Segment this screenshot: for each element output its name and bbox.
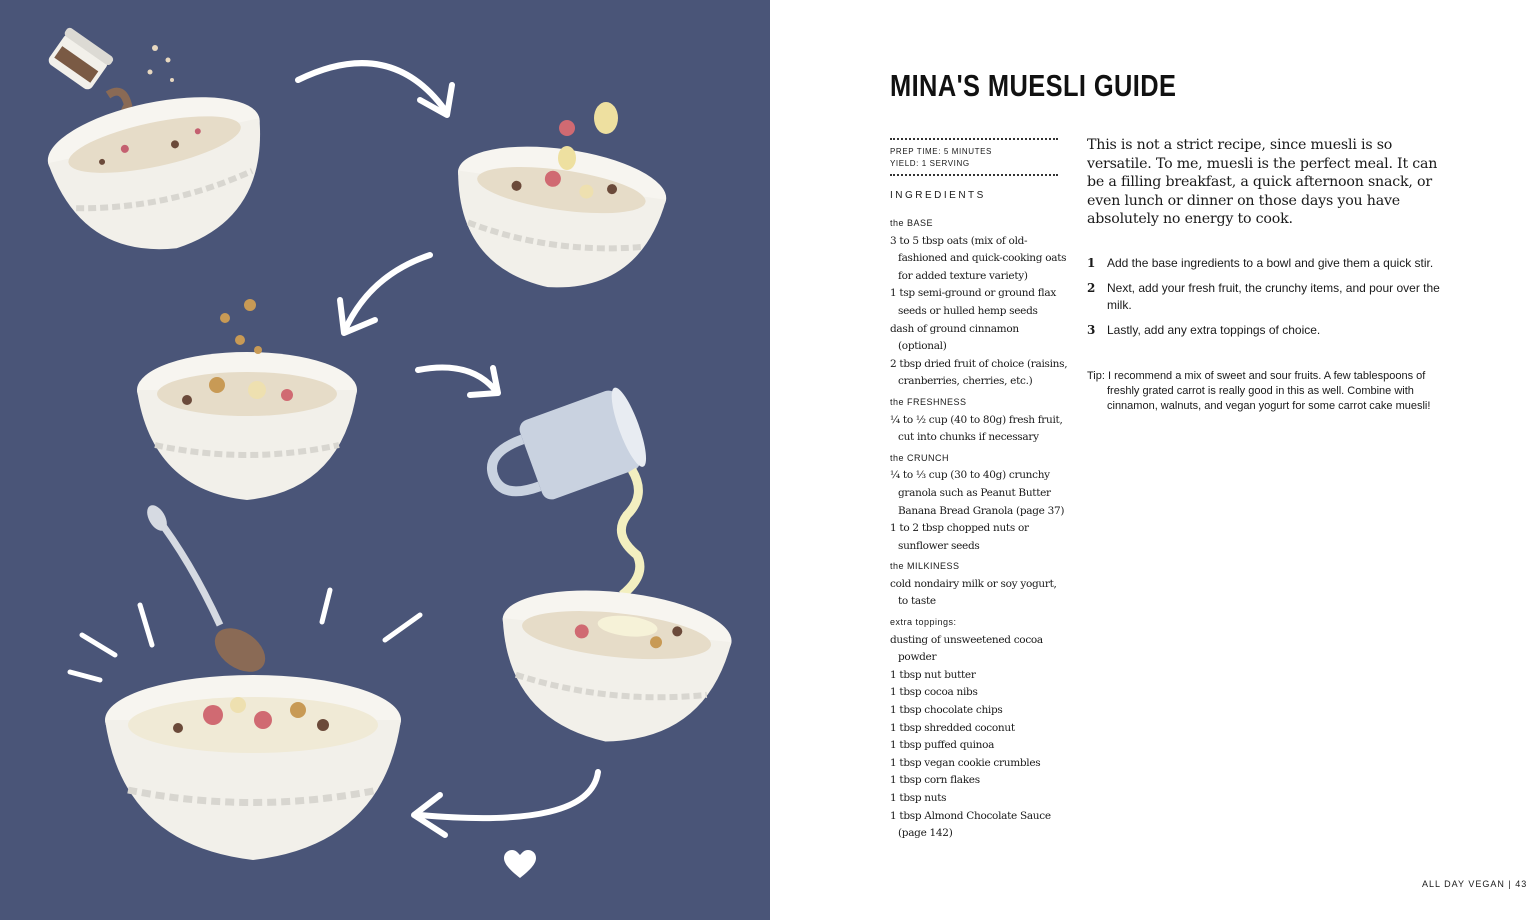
ingredient-item: 1 tbsp vegan cookie crumbles [890,756,1041,769]
ingredient-item: 1 to 2 tbsp chopped nuts or sunflower seeds [890,522,1029,552]
prep-time: PREP TIME: 5 MINUTES [890,147,992,156]
step-item [1087,322,1457,339]
tip-note: Tip: I recommend a mix of sweet and sour fruits. A few tablespoons of freshly grated carrot is really good in this as well. Combine with cinnamon, walnuts, and vegan yogurt for some carrot cake muesli! [1087,370,1431,412]
ingredient-item: 1 tbsp nut butter [890,668,976,681]
bowl-icon [105,675,401,860]
group-title: the MILKINESS [890,561,960,572]
ingredient-item: dusting of unsweetened cocoa powder [890,633,1043,664]
ingredients-list [890,215,1068,843]
ingredient-item: 1 tbsp Almond Chocolate Sauce (page 142) [890,809,1051,840]
step-text: Add the base ingredients to a bowl and give them a quick stir. [1107,256,1434,270]
ingredient-item: 1 tbsp chocolate chips [890,704,1003,717]
mug-icon [479,384,652,516]
bowl-icon [444,135,671,302]
steps-list [1087,255,1457,347]
ingredient-item: dash of ground cinnamon (optional) [890,322,1019,353]
ingredient-item: 1 tbsp shredded coconut [890,721,1015,734]
step-text: Next, add your fresh fruit, the crunchy items, and pour over the milk. [1107,281,1440,312]
step-number: 2 [1087,281,1096,295]
bowl-icon [491,580,735,753]
step-item [1087,255,1457,272]
group-title: the FRESHNESS [890,396,967,407]
ingredient-item: 1 tbsp nuts [890,792,947,804]
spoon-icon [143,502,273,681]
intro-paragraph: This is not a strict recipe, since muesli is so versatile. To me, muesli is the perfect meal. It can be a filling breakfast, a quick afternoon snack, or even lunch or dinner on those days you have absolutely no energy to cook. [1087,137,1438,228]
heart-icon [504,850,536,878]
group-title: extra toppings: [890,617,957,628]
step-number: 1 [1087,256,1096,270]
ingredient-item: 1 tsp semi-ground or ground flax seeds or hulled hemp seeds [890,287,1056,317]
bowl-icon [40,81,282,271]
bowl-icon [137,352,357,500]
page-footer: ALL DAY VEGAN | 43 [1422,879,1528,889]
step-item [1087,280,1457,314]
step-text: Lastly, add any extra toppings of choice. [1107,323,1321,337]
ingredient-item: 1 tbsp cocoa nibs [890,686,978,699]
group-title: the BASE [890,218,934,228]
ingredient-item: 1 tbsp puffed quinoa [890,739,995,752]
ingredients-heading: INGREDIENTS [890,190,986,201]
ingredient-item: 1 tbsp corn flakes [890,774,980,787]
ingredient-item: cold nondairy milk or soy yogurt, to taste [890,577,1057,608]
step-number: 3 [1087,323,1096,337]
group-title: the CRUNCH [890,452,950,463]
ingredient-item: ¼ to ⅓ cup (30 to 40g) crunchy granola such as Peanut Butter Banana Bread Granola (page 37) [890,469,1065,517]
yield: YIELD: 1 SERVING [890,159,970,168]
ingredient-item: 3 to 5 tbsp oats (mix of old-fashioned and quick-cooking oats for added texture variety) [890,234,1067,282]
recipe-meta [890,138,1058,176]
ingredient-item: ¼ to ½ cup (40 to 80g) fresh fruit, cut into chunks if necessary [890,413,1063,444]
ingredient-item: 2 tbsp dried fruit of choice (raisins, cranberries, cherries, etc.) [890,357,1068,388]
shaker-icon [45,26,115,93]
page-title: MINA'S MUESLI GUIDE [890,68,1177,103]
